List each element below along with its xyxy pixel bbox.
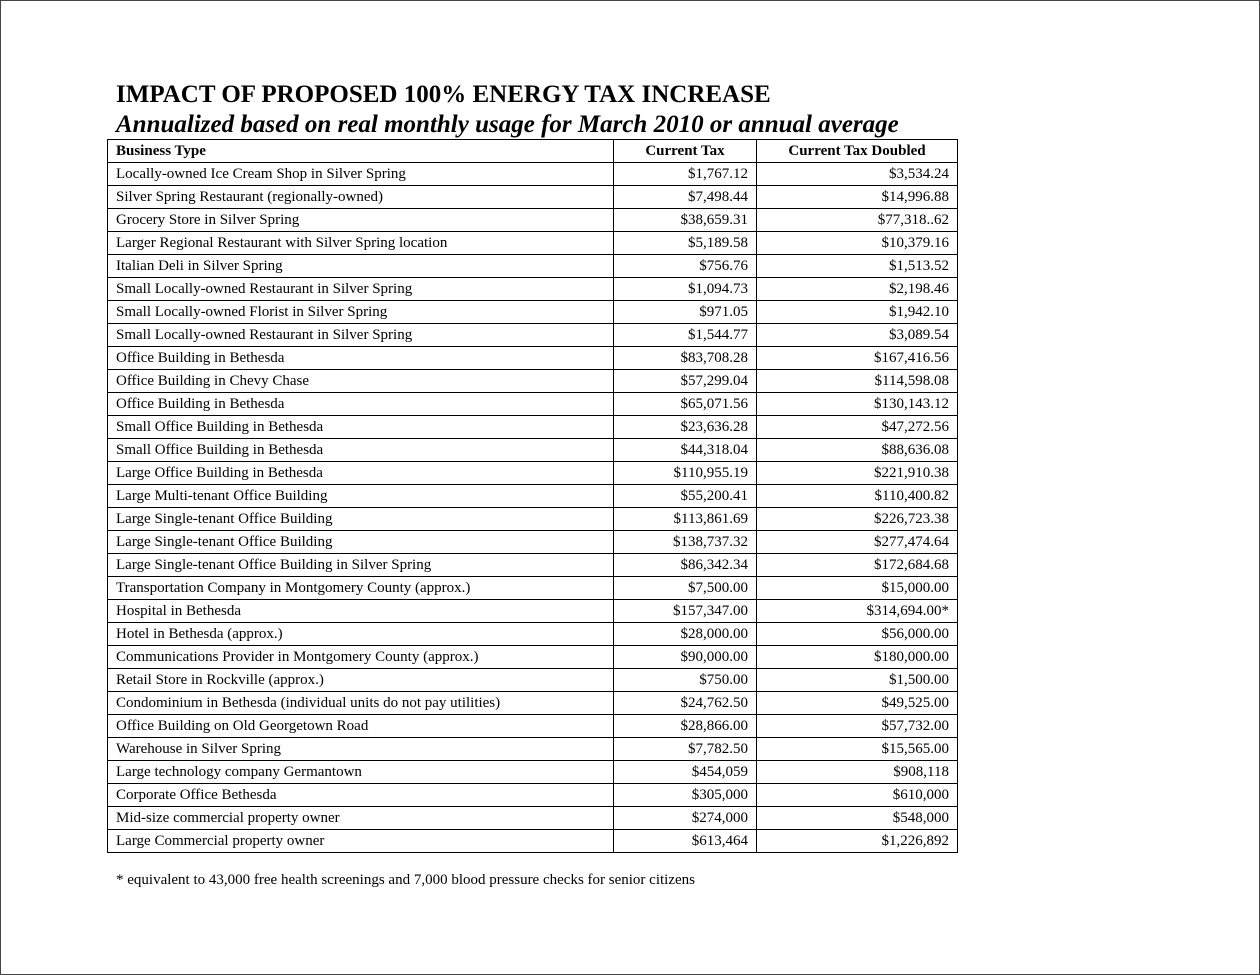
business-type-cell: Transportation Company in Montgomery County (approx.) — [108, 577, 614, 600]
business-type-cell: Large technology company Germantown — [108, 761, 614, 784]
current-tax-cell: $157,347.00 — [614, 600, 757, 623]
current-tax-cell: $7,498.44 — [614, 186, 757, 209]
current-tax-cell: $83,708.28 — [614, 347, 757, 370]
current-tax-doubled-cell: $1,226,892 — [757, 830, 958, 853]
business-type-cell: Mid-size commercial property owner — [108, 807, 614, 830]
table-row — [108, 761, 958, 784]
business-type-cell: Small Locally-owned Florist in Silver Spring — [108, 301, 614, 324]
business-type-cell: Corporate Office Bethesda — [108, 784, 614, 807]
business-type-cell: Grocery Store in Silver Spring — [108, 209, 614, 232]
current-tax-doubled-cell: $1,942.10 — [757, 301, 958, 324]
current-tax-doubled-cell: $1,513.52 — [757, 255, 958, 278]
business-type-cell: Silver Spring Restaurant (regionally-owned) — [108, 186, 614, 209]
business-type-cell: Hospital in Bethesda — [108, 600, 614, 623]
current-tax-cell: $7,500.00 — [614, 577, 757, 600]
current-tax-doubled-cell: $548,000 — [757, 807, 958, 830]
table-row — [108, 646, 958, 669]
business-type-cell: Condominium in Bethesda (individual units do not pay utilities) — [108, 692, 614, 715]
current-tax-cell: $44,318.04 — [614, 439, 757, 462]
current-tax-doubled-cell: $14,996.88 — [757, 186, 958, 209]
current-tax-cell: $1,767.12 — [614, 163, 757, 186]
current-tax-doubled-cell: $2,198.46 — [757, 278, 958, 301]
document-title: IMPACT OF PROPOSED 100% ENERGY TAX INCREASE — [116, 81, 771, 108]
business-type-cell: Office Building on Old Georgetown Road — [108, 715, 614, 738]
business-type-cell: Office Building in Chevy Chase — [108, 370, 614, 393]
business-type-cell: Locally-owned Ice Cream Shop in Silver Spring — [108, 163, 614, 186]
table-row — [108, 462, 958, 485]
current-tax-doubled-cell: $56,000.00 — [757, 623, 958, 646]
current-tax-doubled-cell: $88,636.08 — [757, 439, 958, 462]
current-tax-doubled-cell: $114,598.08 — [757, 370, 958, 393]
header-business-type: Business Type — [108, 140, 614, 163]
table-row — [108, 554, 958, 577]
business-type-cell: Hotel in Bethesda (approx.) — [108, 623, 614, 646]
header-current-tax-doubled: Current Tax Doubled — [757, 140, 958, 163]
table-row — [108, 531, 958, 554]
business-type-cell: Small Office Building in Bethesda — [108, 439, 614, 462]
current-tax-cell: $5,189.58 — [614, 232, 757, 255]
header-current-tax: Current Tax — [614, 140, 757, 163]
table-body — [108, 163, 958, 853]
current-tax-doubled-cell: $167,416.56 — [757, 347, 958, 370]
business-type-cell: Office Building in Bethesda — [108, 347, 614, 370]
current-tax-doubled-cell: $57,732.00 — [757, 715, 958, 738]
table-row — [108, 278, 958, 301]
business-type-cell: Large Multi-tenant Office Building — [108, 485, 614, 508]
current-tax-doubled-cell: $172,684.68 — [757, 554, 958, 577]
current-tax-cell: $305,000 — [614, 784, 757, 807]
document-subtitle: Annualized based on real monthly usage for March 2010 or annual average — [116, 111, 899, 138]
table-row — [108, 577, 958, 600]
current-tax-cell: $38,659.31 — [614, 209, 757, 232]
table-row — [108, 347, 958, 370]
table-row — [108, 163, 958, 186]
current-tax-cell: $24,762.50 — [614, 692, 757, 715]
table-row — [108, 715, 958, 738]
table-row — [108, 508, 958, 531]
current-tax-doubled-cell: $1,500.00 — [757, 669, 958, 692]
table-row — [108, 600, 958, 623]
current-tax-doubled-cell: $49,525.00 — [757, 692, 958, 715]
table-row — [108, 370, 958, 393]
table-row — [108, 485, 958, 508]
energy-tax-table — [107, 139, 958, 853]
table-row — [108, 393, 958, 416]
business-type-cell: Large Single-tenant Office Building — [108, 531, 614, 554]
business-type-cell: Large Office Building in Bethesda — [108, 462, 614, 485]
business-type-cell: Office Building in Bethesda — [108, 393, 614, 416]
table-row — [108, 439, 958, 462]
current-tax-doubled-cell: $277,474.64 — [757, 531, 958, 554]
table-header-row — [108, 140, 958, 163]
table-row — [108, 669, 958, 692]
table-row — [108, 416, 958, 439]
table-row — [108, 623, 958, 646]
business-type-cell: Communications Provider in Montgomery County (approx.) — [108, 646, 614, 669]
current-tax-cell: $1,544.77 — [614, 324, 757, 347]
current-tax-cell: $90,000.00 — [614, 646, 757, 669]
table-row — [108, 738, 958, 761]
current-tax-cell: $28,866.00 — [614, 715, 757, 738]
current-tax-cell: $1,094.73 — [614, 278, 757, 301]
current-tax-cell: $65,071.56 — [614, 393, 757, 416]
current-tax-doubled-cell: $3,089.54 — [757, 324, 958, 347]
current-tax-doubled-cell: $77,318..62 — [757, 209, 958, 232]
table-row — [108, 692, 958, 715]
current-tax-doubled-cell: $226,723.38 — [757, 508, 958, 531]
business-type-cell: Small Office Building in Bethesda — [108, 416, 614, 439]
current-tax-cell: $750.00 — [614, 669, 757, 692]
business-type-cell: Larger Regional Restaurant with Silver Spring location — [108, 232, 614, 255]
business-type-cell: Small Locally-owned Restaurant in Silver Spring — [108, 278, 614, 301]
table-row — [108, 807, 958, 830]
current-tax-cell: $274,000 — [614, 807, 757, 830]
table-row — [108, 830, 958, 853]
current-tax-cell: $23,636.28 — [614, 416, 757, 439]
current-tax-cell: $113,861.69 — [614, 508, 757, 531]
business-type-cell: Italian Deli in Silver Spring — [108, 255, 614, 278]
current-tax-cell: $110,955.19 — [614, 462, 757, 485]
current-tax-doubled-cell: $3,534.24 — [757, 163, 958, 186]
current-tax-doubled-cell: $180,000.00 — [757, 646, 958, 669]
business-type-cell: Large Commercial property owner — [108, 830, 614, 853]
current-tax-cell: $86,342.34 — [614, 554, 757, 577]
current-tax-cell: $971.05 — [614, 301, 757, 324]
current-tax-doubled-cell: $15,000.00 — [757, 577, 958, 600]
current-tax-doubled-cell: $314,694.00* — [757, 600, 958, 623]
business-type-cell: Warehouse in Silver Spring — [108, 738, 614, 761]
table-row — [108, 209, 958, 232]
current-tax-cell: $454,059 — [614, 761, 757, 784]
current-tax-doubled-cell: $15,565.00 — [757, 738, 958, 761]
table-row — [108, 255, 958, 278]
current-tax-cell: $28,000.00 — [614, 623, 757, 646]
table-row — [108, 232, 958, 255]
current-tax-cell: $7,782.50 — [614, 738, 757, 761]
current-tax-cell: $57,299.04 — [614, 370, 757, 393]
table-row — [108, 186, 958, 209]
table-row — [108, 784, 958, 807]
current-tax-doubled-cell: $221,910.38 — [757, 462, 958, 485]
business-type-cell: Large Single-tenant Office Building — [108, 508, 614, 531]
business-type-cell: Large Single-tenant Office Building in Silver Spring — [108, 554, 614, 577]
table-row — [108, 301, 958, 324]
current-tax-doubled-cell: $47,272.56 — [757, 416, 958, 439]
current-tax-doubled-cell: $130,143.12 — [757, 393, 958, 416]
current-tax-cell: $756.76 — [614, 255, 757, 278]
business-type-cell: Retail Store in Rockville (approx.) — [108, 669, 614, 692]
current-tax-doubled-cell: $10,379.16 — [757, 232, 958, 255]
current-tax-doubled-cell: $610,000 — [757, 784, 958, 807]
footnote: * equivalent to 43,000 free health screenings and 7,000 blood pressure checks for senior citizens — [116, 872, 695, 888]
business-type-cell: Small Locally-owned Restaurant in Silver Spring — [108, 324, 614, 347]
current-tax-cell: $613,464 — [614, 830, 757, 853]
table-row — [108, 324, 958, 347]
current-tax-cell: $55,200.41 — [614, 485, 757, 508]
current-tax-cell: $138,737.32 — [614, 531, 757, 554]
current-tax-doubled-cell: $908,118 — [757, 761, 958, 784]
current-tax-doubled-cell: $110,400.82 — [757, 485, 958, 508]
